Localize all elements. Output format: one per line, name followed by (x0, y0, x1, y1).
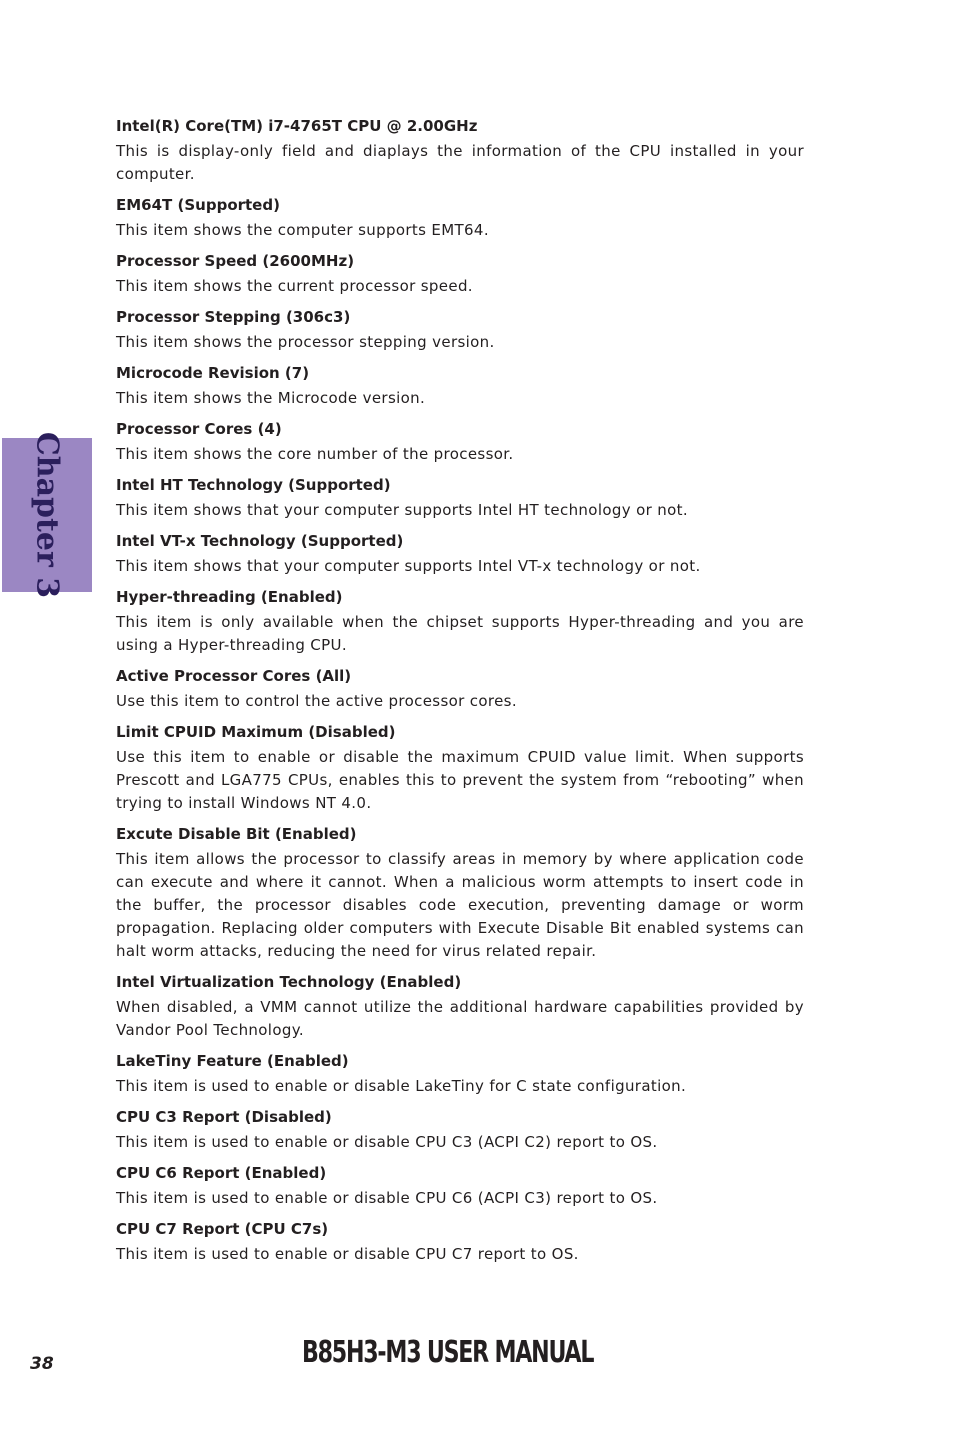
entry-description: This item is used to enable or disable LakeTiny for C state configuration. (116, 1077, 687, 1095)
entry-active-processor-cores (116, 665, 804, 713)
entry-description: This item is used to enable or disable CPU C7 report to OS. (116, 1245, 579, 1263)
entry-description: This item shows the Microcode version. (116, 389, 426, 407)
entry-title: Intel HT Technology (Supported) (116, 476, 391, 494)
entry-intel-vtx-technology (116, 530, 804, 578)
page-number: 38 (30, 1354, 54, 1374)
entry-description: This item is used to enable or disable CPU C3 (ACPI C2) report to OS. (116, 1133, 658, 1151)
entry-limit-cpuid-maximum (116, 721, 804, 815)
entry-title: Intel VT-x Technology (Supported) (116, 532, 404, 550)
settings-description-list (116, 115, 804, 1266)
entry-description: This item shows the core number of the processor. (116, 445, 514, 463)
entry-title: Microcode Revision (7) (116, 364, 310, 382)
entry-description: This item shows the current processor speed. (116, 277, 473, 295)
entry-title: CPU C3 Report (Disabled) (116, 1108, 332, 1126)
entry-intel-ht-technology (116, 474, 804, 522)
entry-title: Active Processor Cores (All) (116, 667, 352, 685)
entry-title: Hyper-threading (Enabled) (116, 588, 343, 606)
entry-hyper-threading (116, 586, 804, 657)
entry-intel-virtualization-technology (116, 971, 804, 1042)
entry-description: Use this item to enable or disable the maximum CPUID value limit. When supports Prescott and LGA775 CPUs, enables this to prevent the system from “rebooting” when trying to install Windows NT 4.0. (116, 748, 804, 812)
entry-description: This item is only available when the chipset supports Hyper-threading and you are using a Hyper-threading CPU. (116, 613, 804, 654)
entry-processor-speed (116, 250, 804, 298)
entry-cpu-c3-report (116, 1106, 804, 1154)
entry-execute-disable-bit (116, 823, 804, 963)
entry-description: This item shows that your computer supports Intel VT-x technology or not. (116, 557, 701, 575)
entry-title: Excute Disable Bit (Enabled) (116, 825, 357, 843)
entry-title: Intel(R) Core(TM) i7-4765T CPU @ 2.00GHz (116, 117, 478, 135)
entry-title: Processor Cores (4) (116, 420, 282, 438)
entry-title: CPU C6 Report (Enabled) (116, 1164, 327, 1182)
chapter-label: Chapter 3 (29, 431, 65, 599)
entry-description: This item allows the processor to classify areas in memory by where application code can execute and where it cannot. When a malicious worm attempts to insert code in the buffer, the processor disables code execution, preventing damage or worm propagation. Replacing older computers with Execute Disable Bit enabled systems can halt worm attacks, reducing the need for virus related repair. (116, 850, 804, 960)
entry-description: This item shows the processor stepping version. (116, 333, 495, 351)
entry-title: Limit CPUID Maximum (Disabled) (116, 723, 396, 741)
entry-title: Intel Virtualization Technology (Enabled) (116, 973, 462, 991)
entry-em64t (116, 194, 804, 242)
entry-title: CPU C7 Report (CPU C7s) (116, 1220, 329, 1238)
entry-processor-cores (116, 418, 804, 466)
entry-title: EM64T (Supported) (116, 196, 280, 214)
entry-title: LakeTiny Feature (Enabled) (116, 1052, 349, 1070)
entry-microcode-revision (116, 362, 804, 410)
entry-processor-stepping (116, 306, 804, 354)
entry-description: When disabled, a VMM cannot utilize the additional hardware capabilities provided by Vandor Pool Technology. (116, 998, 804, 1039)
entry-description: This is display-only field and diaplays the information of the CPU installed in your computer. (116, 142, 804, 183)
entry-cpu-c6-report (116, 1162, 804, 1210)
entry-description: Use this item to control the active processor cores. (116, 692, 517, 710)
entry-laketiny-feature (116, 1050, 804, 1098)
manual-title: B85H3-M3 USER MANUAL (302, 1335, 594, 1370)
entry-cpu-name (116, 115, 804, 186)
entry-description: This item is used to enable or disable CPU C6 (ACPI C3) report to OS. (116, 1189, 658, 1207)
entry-title: Processor Speed (2600MHz) (116, 252, 355, 270)
entry-description: This item shows the computer supports EMT64. (116, 221, 489, 239)
entry-cpu-c7-report (116, 1218, 804, 1266)
entry-title: Processor Stepping (306c3) (116, 308, 351, 326)
entry-description: This item shows that your computer supports Intel HT technology or not. (116, 501, 688, 519)
